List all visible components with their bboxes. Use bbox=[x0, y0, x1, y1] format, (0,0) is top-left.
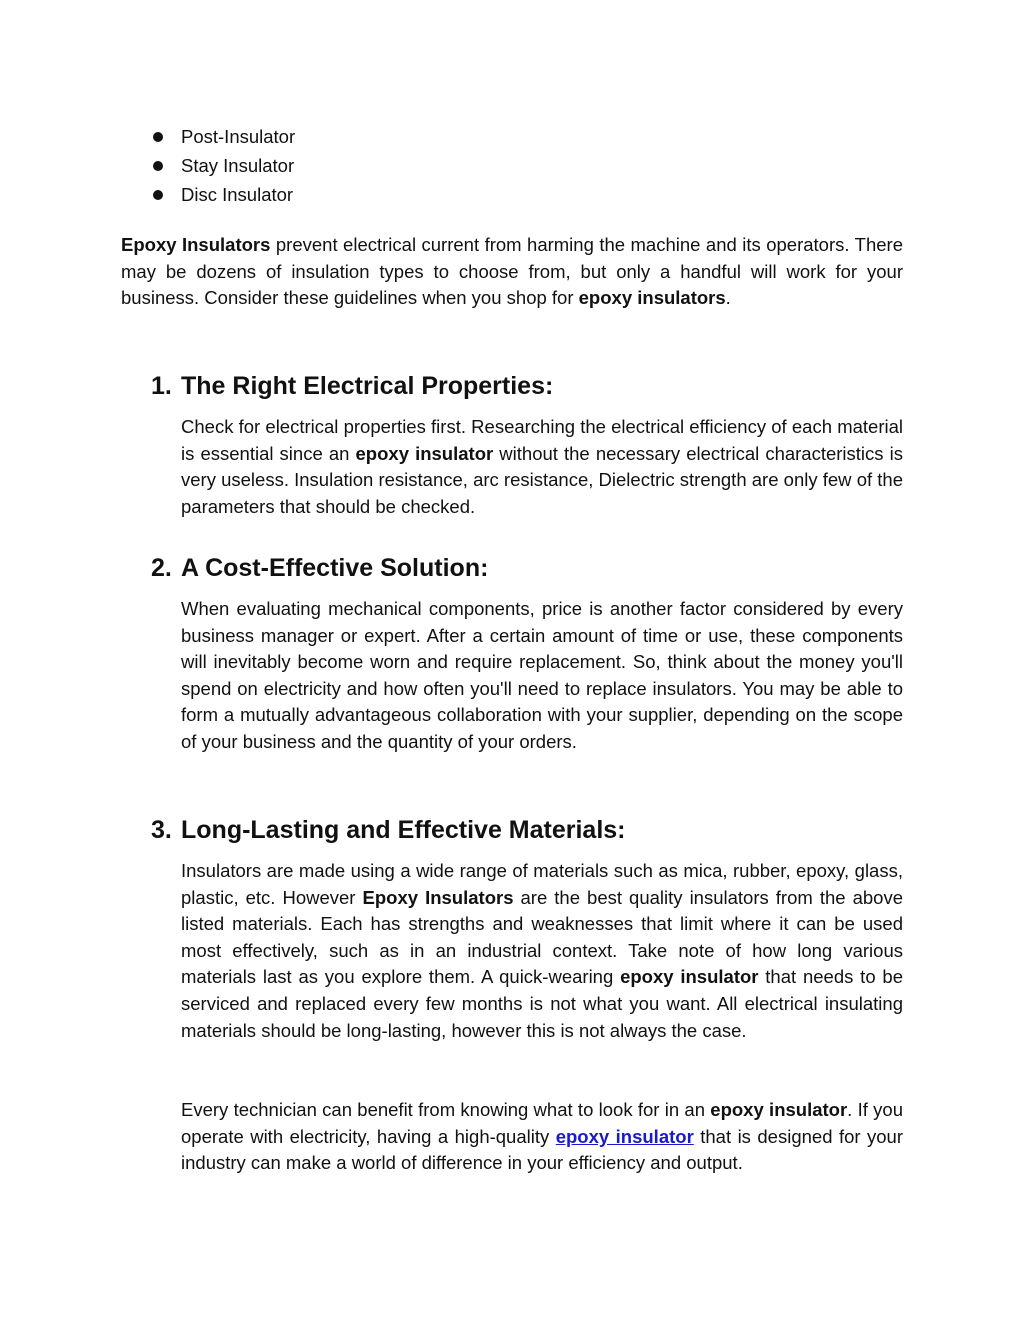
body-text: that needs to be serviced and replaced every few months is not what you want. All electrical insulating materials should be long-lasting, however this is not always the case. bbox=[181, 966, 903, 1041]
section-3-heading bbox=[151, 814, 626, 846]
intro-text-end: . bbox=[725, 287, 731, 309]
bullet-icon bbox=[153, 190, 163, 200]
body-text: . If you operate with electricity, having a high-quality bbox=[181, 1099, 903, 1147]
list-item bbox=[150, 180, 295, 209]
bold-term: Epoxy Insulators bbox=[362, 886, 514, 908]
bold-term: epoxy insulators bbox=[578, 287, 726, 309]
body-text: When evaluating mechanical components, price is another factor considered by every business manager or expert. After a certain amount of time or use, these components will inevitably become worn and require replacement. So, think about the money you'll spend on electricity and how often you'll need to replace insulators. You may be able to form a mutually advantageous collaboration with your supplier, depending on the scope of your business and the quantity of your orders. bbox=[181, 598, 903, 752]
insulator-type-list bbox=[150, 122, 295, 209]
bullet-icon bbox=[153, 132, 163, 142]
section-1-heading bbox=[151, 370, 553, 402]
section-number: 3. bbox=[151, 816, 172, 844]
section-title: A Cost-Effective Solution: bbox=[181, 554, 489, 582]
bold-term: epoxy insulator bbox=[710, 1099, 848, 1120]
section-3-body bbox=[181, 858, 903, 1044]
intro-text: prevent electrical current from harming the machine and its operators. There may be dozens of insulation types to choose from, but only a handful will work for your business. Consider these guidelines when you shop for bbox=[121, 234, 903, 309]
body-text: without the necessary electrical characteristics is very useless. Insulation resistance, arc resistance, Dielectric strength are only few of the parameters that should be checked. bbox=[181, 442, 903, 517]
list-item-label: Stay Insulator bbox=[181, 155, 295, 176]
list-item bbox=[150, 122, 295, 151]
body-text: Every technician can benefit from knowing what to look for in an bbox=[181, 1099, 711, 1120]
section-2-body bbox=[181, 596, 903, 756]
list-item-label: Disc Insulator bbox=[181, 184, 294, 205]
closing-paragraph bbox=[181, 1097, 903, 1177]
body-text: Insulators are made using a wide range of materials such as mica, rubber, epoxy, glass, plastic, etc. However bbox=[181, 860, 903, 908]
bold-term: epoxy insulator bbox=[355, 442, 494, 464]
body-text: that is designed for your industry can make a world of difference in your efficiency and output. bbox=[181, 1125, 903, 1174]
body-text: are the best quality insulators from the above listed materials. Each has strengths and weaknesses that limit where it can be used most effectively, such as in an industrial context. Take note of how long various materials last as you explore them. A quick-wearing bbox=[181, 886, 903, 988]
bold-term: epoxy insulator bbox=[620, 966, 759, 988]
section-2-heading bbox=[151, 552, 488, 584]
section-1-body bbox=[181, 414, 903, 520]
epoxy-insulator-link[interactable]: epoxy insulator bbox=[555, 1125, 694, 1147]
intro-paragraph bbox=[121, 232, 903, 312]
bold-term: Epoxy Insulators bbox=[121, 234, 271, 255]
body-text: Check for electrical properties first. Researching the electrical efficiency of each material is essential since an bbox=[181, 416, 903, 464]
section-number: 2. bbox=[151, 554, 172, 582]
section-title: Long-Lasting and Effective Materials: bbox=[181, 816, 626, 844]
list-item-label: Post-Insulator bbox=[181, 126, 296, 147]
section-title: The Right Electrical Properties: bbox=[181, 372, 554, 400]
section-number: 1. bbox=[151, 372, 172, 400]
list-item bbox=[150, 151, 295, 180]
bullet-icon bbox=[153, 161, 163, 171]
